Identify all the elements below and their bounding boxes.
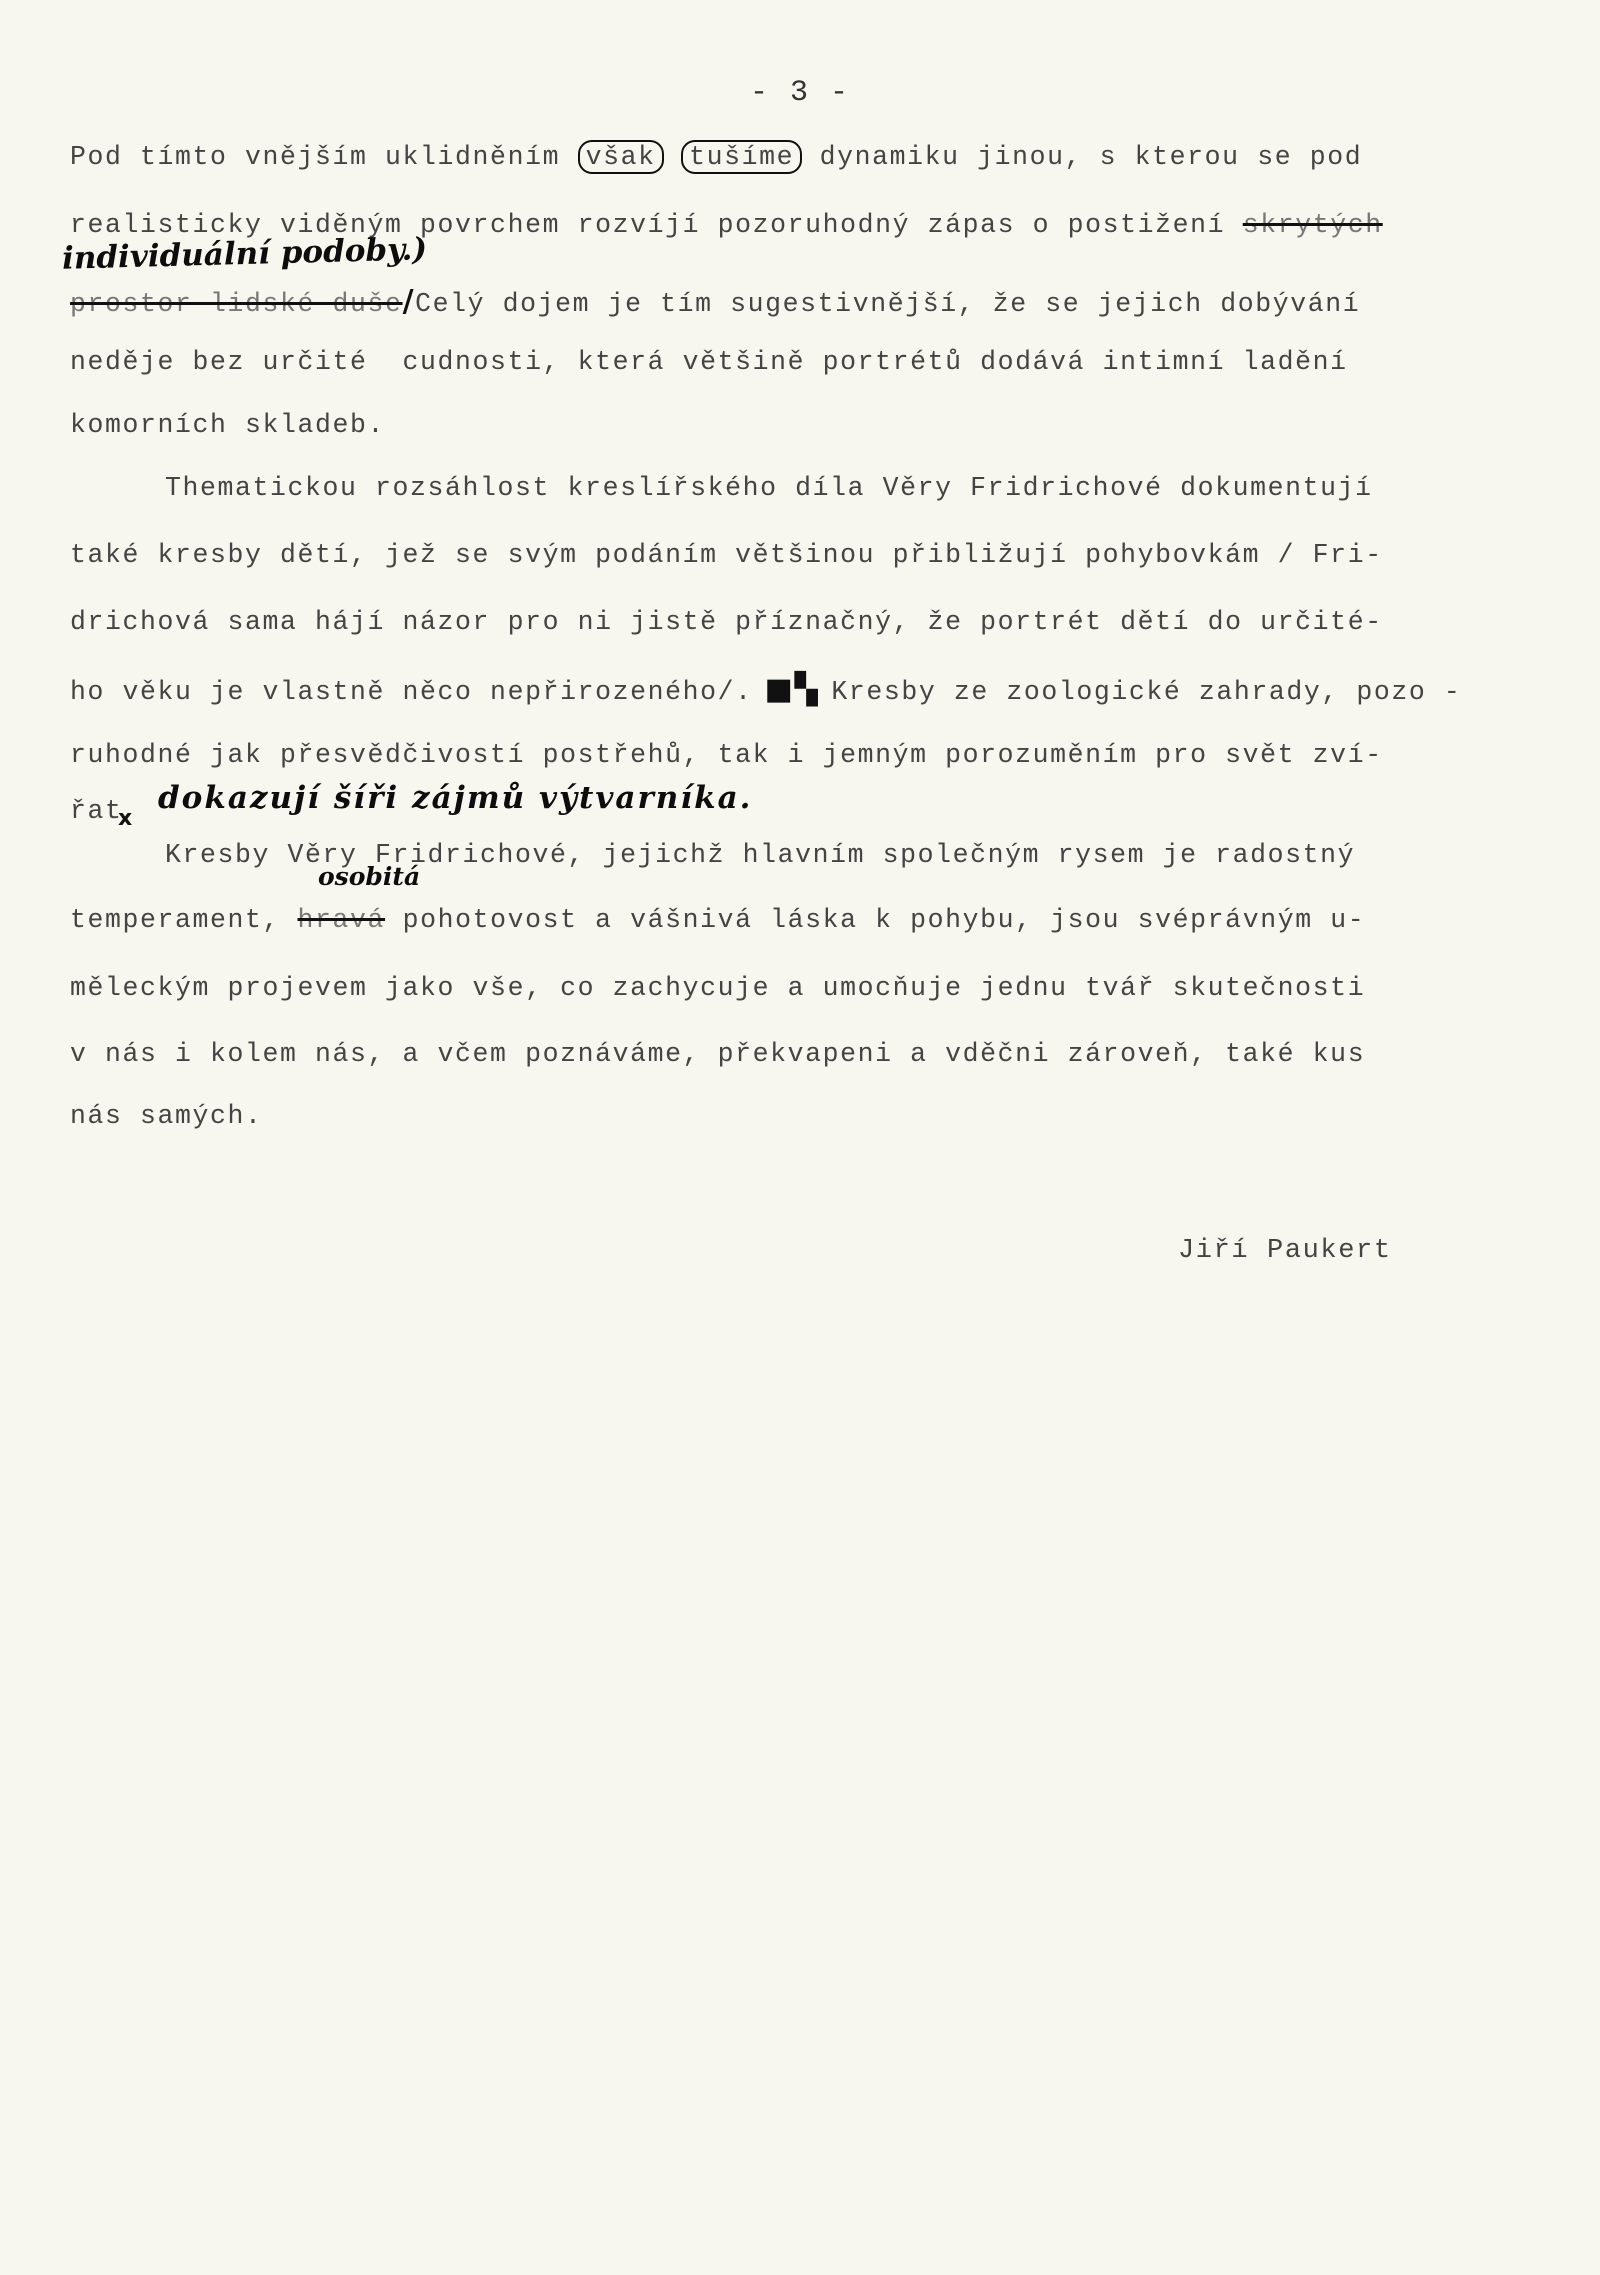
text-line-16 — [70, 1101, 263, 1131]
circled-word: však — [578, 140, 664, 174]
struck-text: prostor lidské duše — [70, 289, 403, 319]
text-segment: drichová sama hájí názor pro ni jistě příznačný, že portrét dětí do určité- — [70, 607, 1383, 637]
insertion-mark: x — [118, 806, 133, 831]
text-line-1 — [70, 142, 1362, 172]
text-segment: Kresby ze zoologické zahrady, pozo - — [831, 677, 1462, 707]
text-segment: pohotovost a vášnivá láska k pohybu, jsou svéprávným u- — [385, 905, 1366, 935]
struck-text: skrytých — [1242, 210, 1383, 240]
text-line-8 — [70, 607, 1383, 637]
text-segment: komorních skladeb. — [70, 410, 386, 440]
text-segment: temperament, — [70, 905, 298, 935]
struck-text: hravá — [297, 905, 386, 935]
author-signature: Jiří Paukert — [1178, 1236, 1392, 1266]
text-line-10 — [70, 740, 1383, 770]
text-segment: neděje bez určité cudnosti, která většině portrétů dodává intimní ladění — [70, 347, 1348, 377]
text-segment: měleckým projevem jako vše, co zachycuje a umocňuje jednu tvář skutečnosti — [70, 973, 1366, 1003]
text-segment: řat — [70, 796, 123, 826]
handwritten-insertion: individuální podoby.) — [61, 231, 428, 277]
text-line-7 — [70, 540, 1383, 570]
text-line-3 — [70, 284, 1360, 319]
text-segment: nás samých. — [70, 1101, 263, 1131]
page-number: - 3 - — [749, 76, 850, 110]
text-line-6 — [165, 473, 1373, 503]
text-line-5 — [70, 410, 385, 440]
handwritten-insertion: dokazují šíři zájmů výtvarníka. — [158, 780, 753, 816]
text-line-9 — [70, 672, 1461, 707]
text-segment: v nás i kolem nás, a včem poznáváme, překvapeni a vděčni zároveň, také kus — [70, 1039, 1366, 1069]
text-segment: Celý dojem je tím sugestivnější, že se jejich dobývání — [415, 289, 1361, 319]
text-segment: ruhodné jak přesvědčivostí postřehů, tak i jemným porozuměním pro svět zví- — [70, 740, 1383, 770]
circled-word: tušíme — [681, 140, 802, 174]
text-line-15 — [70, 1039, 1365, 1069]
text-segment: Kresby Věry Fridrichové, jejichž hlavním společným rysem je radostný — [165, 840, 1356, 870]
text-gap — [664, 142, 682, 172]
text-line-11 — [70, 796, 123, 826]
text-line-13 — [70, 905, 1365, 935]
text-segment: Pod tímto vnějším uklidněním — [70, 142, 578, 172]
correction-mark: ■▚ — [752, 672, 832, 707]
text-line-4 — [70, 347, 1348, 377]
text-segment: Thematickou rozsáhlost kreslířského díla Věry Fridrichové dokumentují — [165, 473, 1373, 503]
text-segment: realisticky viděným povrchem rozvíjí pozoruhodný zápas o postižení — [70, 210, 1243, 240]
handwritten-insertion: osobitá — [318, 862, 421, 891]
insertion-mark: / — [402, 284, 416, 319]
text-segment: ho věku je vlastně něco nepřirozeného/. — [70, 677, 753, 707]
text-segment: dynamiku jinou, s kterou se pod — [802, 142, 1363, 172]
text-segment: také kresby dětí, jež se svým podáním většinou přibližují pohybovkám / Fri- — [70, 540, 1383, 570]
text-line-14 — [70, 973, 1365, 1003]
